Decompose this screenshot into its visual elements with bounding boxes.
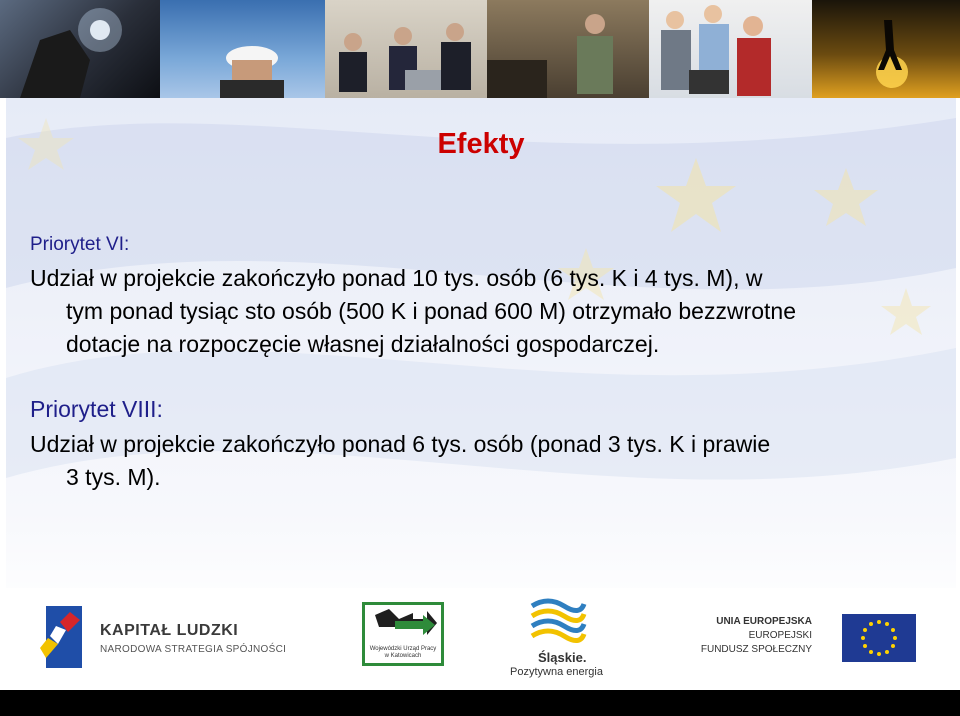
slaskie-name: Śląskie. bbox=[538, 650, 587, 665]
kapital-ludzki-logo bbox=[36, 600, 287, 674]
priority-vi-line: dotacje na rozpoczęcie własnej działalności gospodarczej. bbox=[66, 331, 660, 357]
photo-worker bbox=[487, 0, 649, 98]
eu-flag-icon bbox=[842, 614, 916, 662]
photo-office-team bbox=[649, 0, 812, 98]
bottom-bar bbox=[0, 690, 960, 716]
priority-viii-text bbox=[30, 428, 922, 494]
kapital-ludzki-sub: NARODOWA STRATEGIA SPÓJNOŚCI bbox=[100, 644, 287, 655]
eu-line-2: EUROPEJSKI bbox=[748, 630, 812, 641]
photo-business-meeting bbox=[325, 0, 487, 98]
page-title: Efekty bbox=[437, 128, 525, 160]
slaskie-sub: Pozytywna energia bbox=[510, 666, 603, 678]
photo-engineer bbox=[160, 0, 325, 98]
priority-viii-line: Udział w projekcie zakończyło ponad 6 tys. osób (ponad 3 tys. K i prawie bbox=[30, 431, 771, 457]
wup-logo bbox=[362, 602, 444, 666]
kapital-ludzki-emblem-icon bbox=[36, 600, 90, 674]
priority-vi-text bbox=[30, 262, 922, 361]
eu-line-1: UNIA EUROPEJSKA bbox=[716, 616, 812, 627]
slaskie-wave-icon bbox=[528, 596, 588, 646]
photo-strip bbox=[0, 0, 960, 98]
wup-text: Wojewódzki Urząd Pracy w Katowicach bbox=[369, 646, 437, 659]
photo-welder bbox=[0, 0, 160, 98]
eu-line-3: FUNDUSZ SPOŁECZNY bbox=[700, 644, 812, 655]
wup-arrow-icon bbox=[365, 605, 441, 641]
kapital-ludzki-name: KAPITAŁ LUDZKI bbox=[100, 622, 239, 639]
priority-viii-line: 3 tys. M). bbox=[66, 464, 161, 490]
priority-viii-label: Priorytet VIII: bbox=[30, 396, 163, 422]
priority-vi-line: Udział w projekcie zakończyło ponad 10 tys. osób (6 tys. K i 4 tys. M), w bbox=[30, 265, 763, 291]
priority-vi-line: tym ponad tysiąc sto osób (500 K i ponad 600 M) otrzymało bezzwrotne bbox=[66, 298, 796, 324]
eu-logo bbox=[700, 614, 952, 674]
slaskie-logo bbox=[498, 596, 618, 686]
photo-sunset bbox=[812, 0, 960, 98]
logo-bar bbox=[6, 588, 956, 690]
priority-vi-label: Priorytet VI: bbox=[30, 234, 130, 255]
